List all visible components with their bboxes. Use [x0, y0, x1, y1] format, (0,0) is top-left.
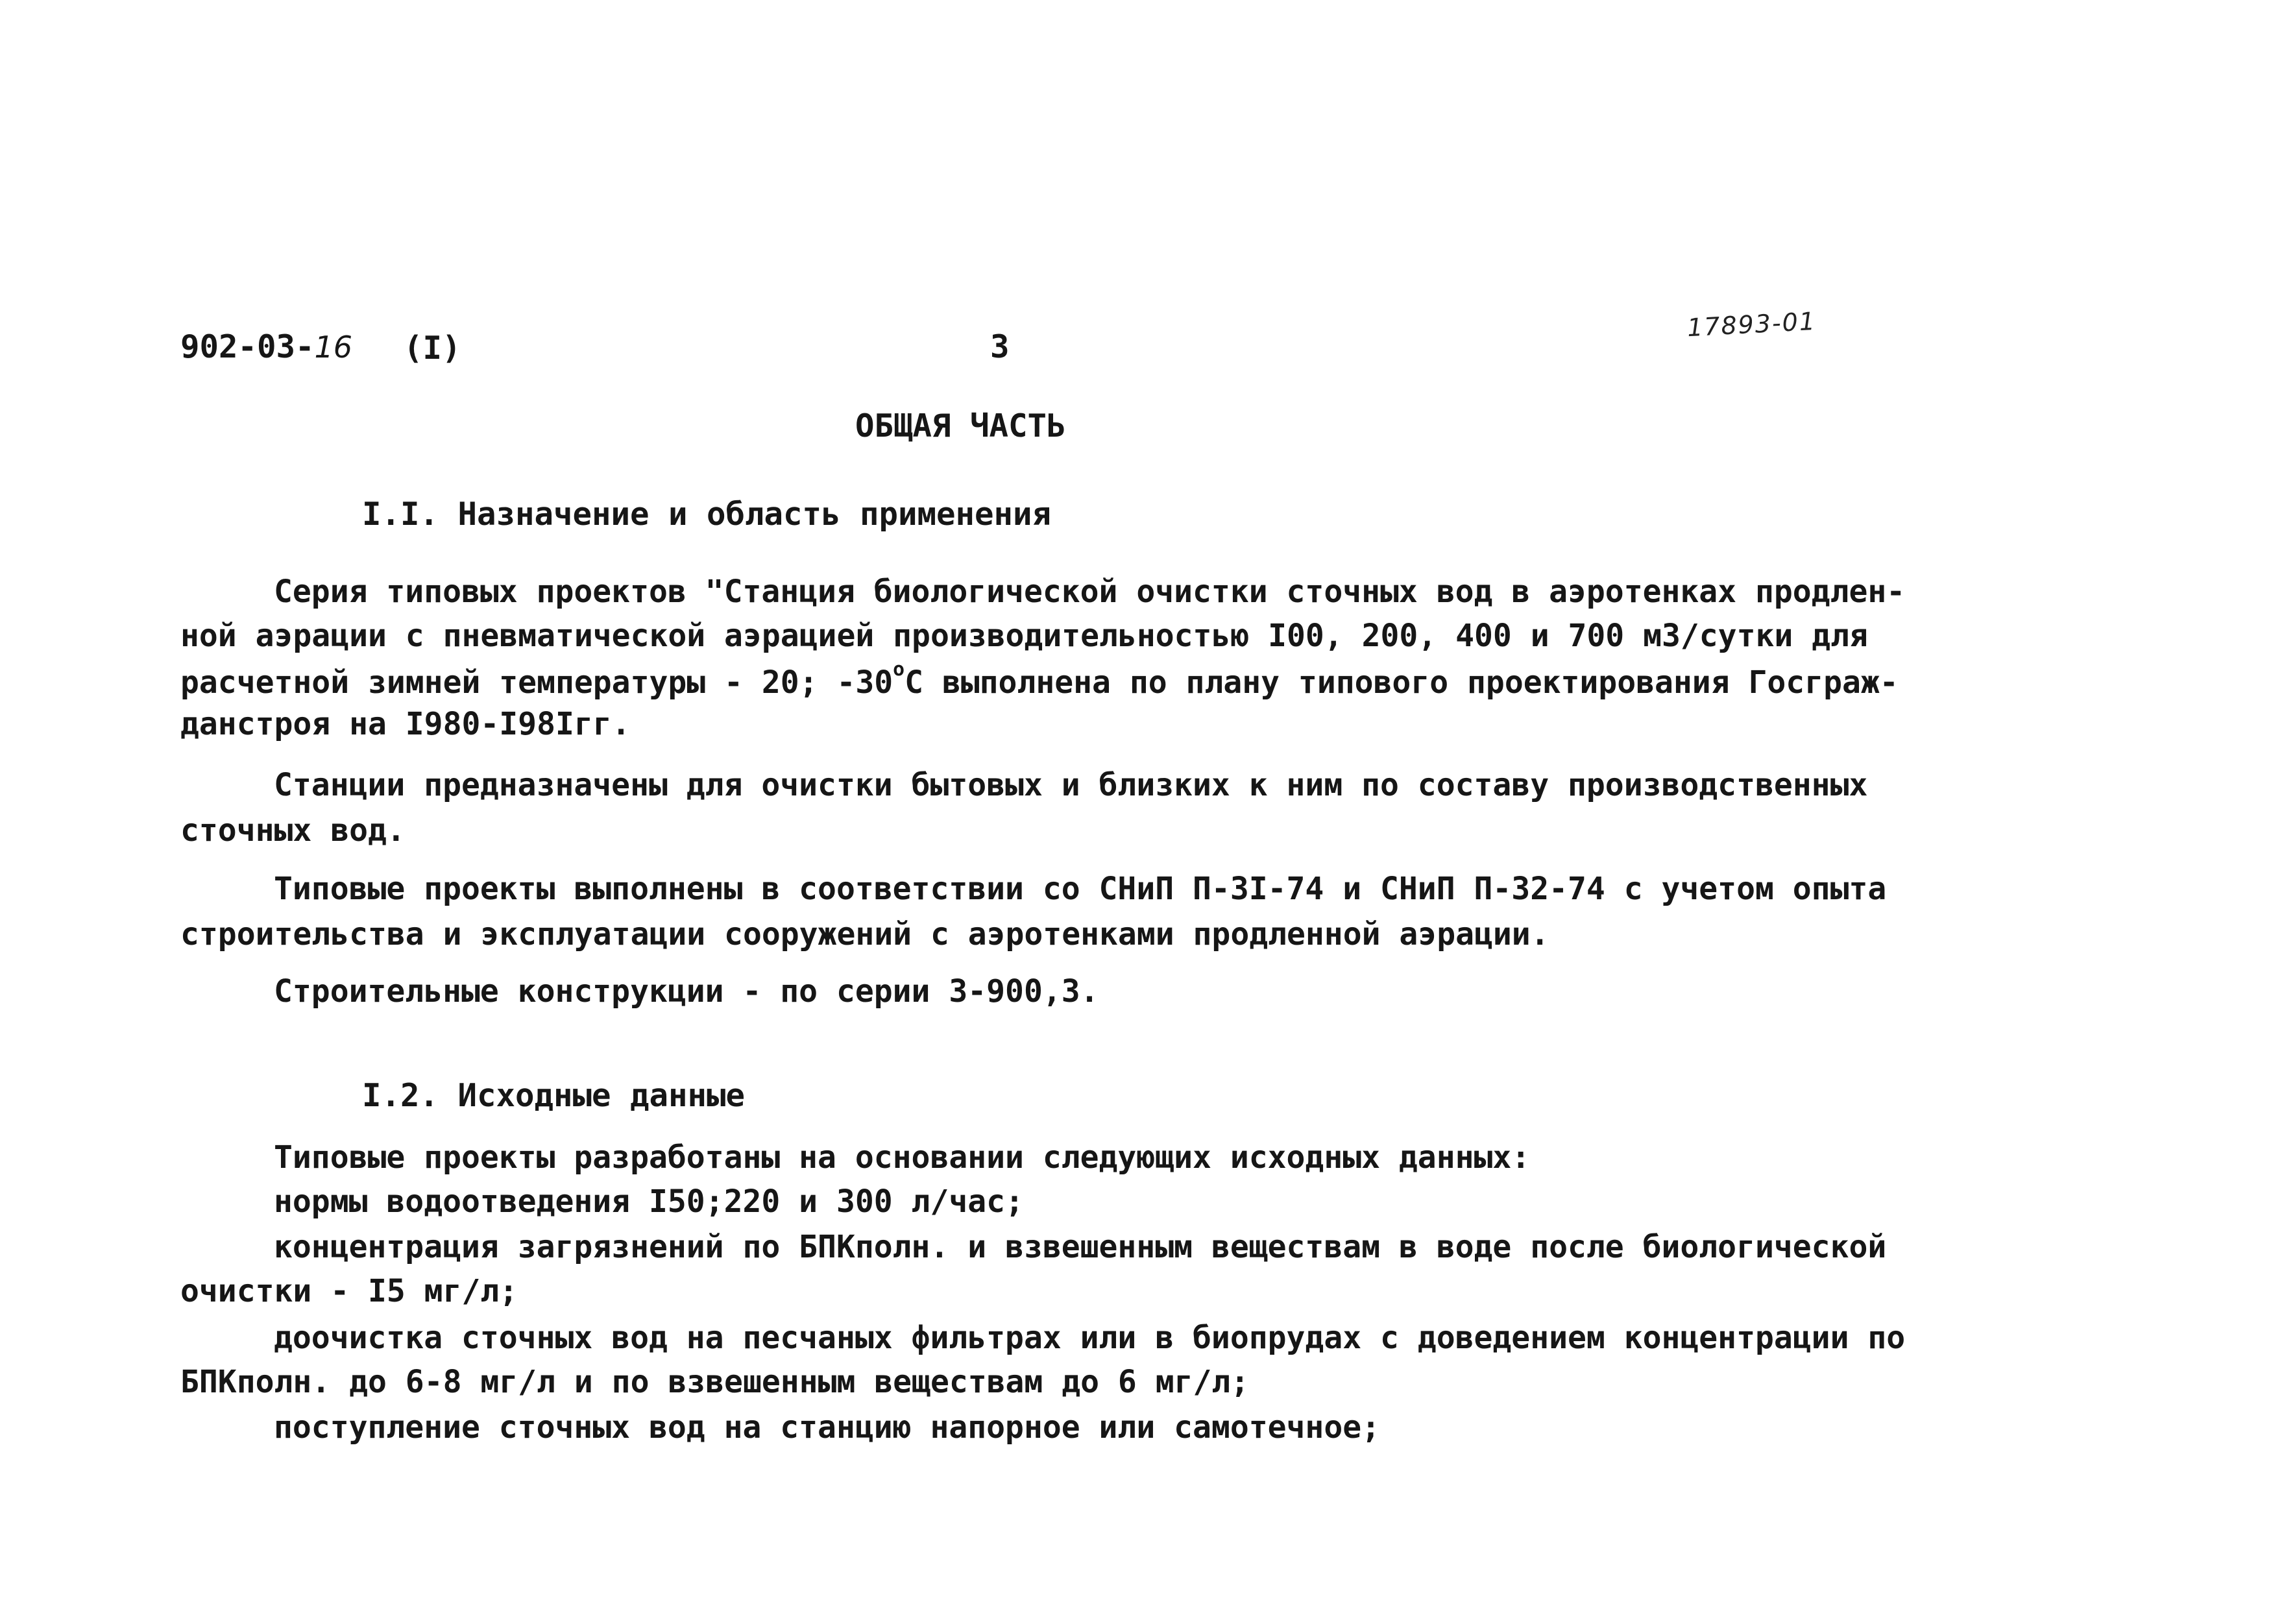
paragraph-1-line-3-end: С выполнена по плану типового проектирования Госграж-: [905, 664, 1899, 701]
section-heading-1-1: I.I. Назначение и область применения: [362, 496, 1052, 533]
source-data-line-2: нормы водоотведения I50;220 и 300 л/час;: [274, 1183, 1024, 1220]
archive-number: 17893-01: [1686, 306, 1817, 343]
source-data-line-4: очистки - I5 мг/л;: [180, 1273, 518, 1309]
paragraph-3-line-1: Типовые проекты выполнены в соответствии со СНиП П-3I-74 и СНиП П-32-74 с учетом опыта: [274, 871, 1887, 907]
paragraph-1-line-1: Серия типовых проектов "Станция биологической очистки сточных вод в аэротенках продлен-: [274, 574, 1906, 610]
paragraph-1-line-2: ной аэрации с пневматической аэрацией производительностью I00, 200, 400 и 700 м3/сутки для: [180, 618, 1868, 654]
page-number: 3: [990, 328, 1010, 365]
paragraph-2-line-1: Станции предназначены для очистки бытовых и близких к ним по составу производственных: [274, 767, 1868, 803]
document-code-printed: 902-03-: [180, 328, 315, 365]
source-data-line-7: поступление сточных вод на станцию напорное или самотечное;: [274, 1409, 1381, 1446]
paragraph-1-line-4: данстроя на I980-I98Iгг.: [180, 706, 631, 742]
degree-superscript: о: [893, 658, 905, 681]
paragraph-1-line-3-start: расчетной зимней температуры - 20; -30: [180, 664, 893, 701]
document-code-handwritten: 16: [314, 330, 353, 365]
paragraph-1-line-3: [180, 658, 1899, 701]
paragraph-4: Строительные конструкции - по серии 3-900,3.: [274, 973, 1099, 1010]
source-data-line-6: БПКполн. до 6-8 мг/л и по взвешенным веществам до 6 мг/л;: [180, 1364, 1250, 1400]
document-part: (I): [404, 330, 461, 367]
paragraph-3-line-2: строительства и эксплуатации сооружений с аэротенками продленной аэрации.: [180, 916, 1549, 952]
source-data-line-5: доочистка сточных вод на песчаных фильтрах или в биопрудах с доведением концентрации по: [274, 1320, 1906, 1356]
source-data-line-1: Типовые проекты разработаны на основании следующих исходных данных:: [274, 1139, 1531, 1176]
page-title: ОБЩАЯ ЧАСТЬ: [855, 407, 1066, 444]
document-code: [180, 328, 353, 365]
section-heading-1-2: I.2. Исходные данные: [362, 1077, 746, 1114]
source-data-line-3: концентрация загрязнений по БПКполн. и взвешенным веществам в воде после биологической: [274, 1229, 1887, 1265]
paragraph-2-line-2: сточных вод.: [180, 812, 406, 849]
